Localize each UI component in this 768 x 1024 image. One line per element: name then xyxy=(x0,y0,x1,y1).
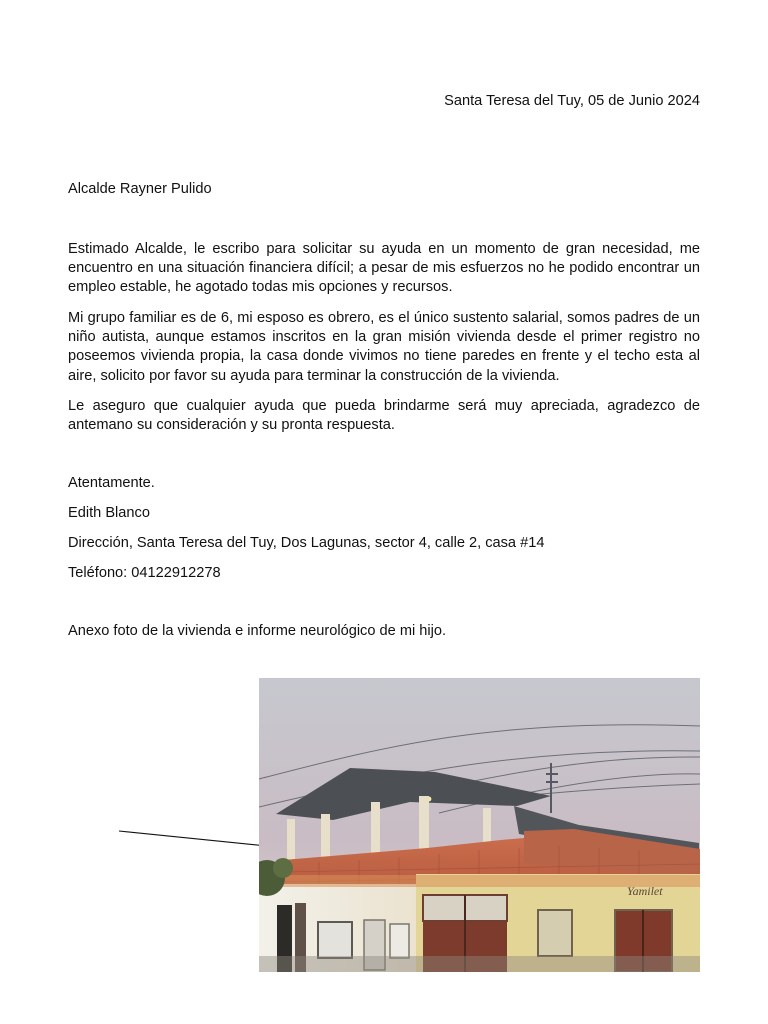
sender-name: Edith Blanco xyxy=(68,505,150,521)
letter-paragraph-3: Le aseguro que cualquier ayuda que pueda brindarme será muy apreciada, agradezco de antemano su consideración y su pronta respuesta. xyxy=(68,398,700,434)
letter-paragraph-1: Estimado Alcalde, le escribo para solicitar su ayuda en un momento de gran necesidad, me encuentro en una situación financiera difícil; a pesar de mis esfuerzos no he podido encontrar un empleo estable, he agotado todas mis opciones y recursos. xyxy=(68,241,700,296)
letter-paragraph-2: Mi grupo familiar es de 6, mi esposo es obrero, es el único sustento salarial, somos padres de un niño autista, aunque estamos inscritos en la gran misión vivienda desde el primer registro no poseemos vivienda propia, la casa donde vivimos no tiene paredes en frente y el techo esta al aire, solicito por favor su ayuda para terminar la construcción de la vivienda. xyxy=(68,310,700,384)
sender-address: Dirección, Santa Teresa del Tuy, Dos Lagunas, sector 4, calle 2, casa #14 xyxy=(68,535,545,551)
closing-line: Atentamente. xyxy=(68,475,155,491)
house-sign-text: Yamilet xyxy=(627,884,663,898)
annex-note: Anexo foto de la vivienda e informe neurológico de mi hijo. xyxy=(68,623,447,639)
street-shadow xyxy=(259,956,700,972)
sender-phone: Teléfono: 04122912278 xyxy=(68,565,221,581)
house-photo xyxy=(259,678,700,972)
date-line: Santa Teresa del Tuy, 05 de Junio 2024 xyxy=(444,93,700,109)
recipient-line: Alcalde Rayner Pulido xyxy=(68,181,212,197)
